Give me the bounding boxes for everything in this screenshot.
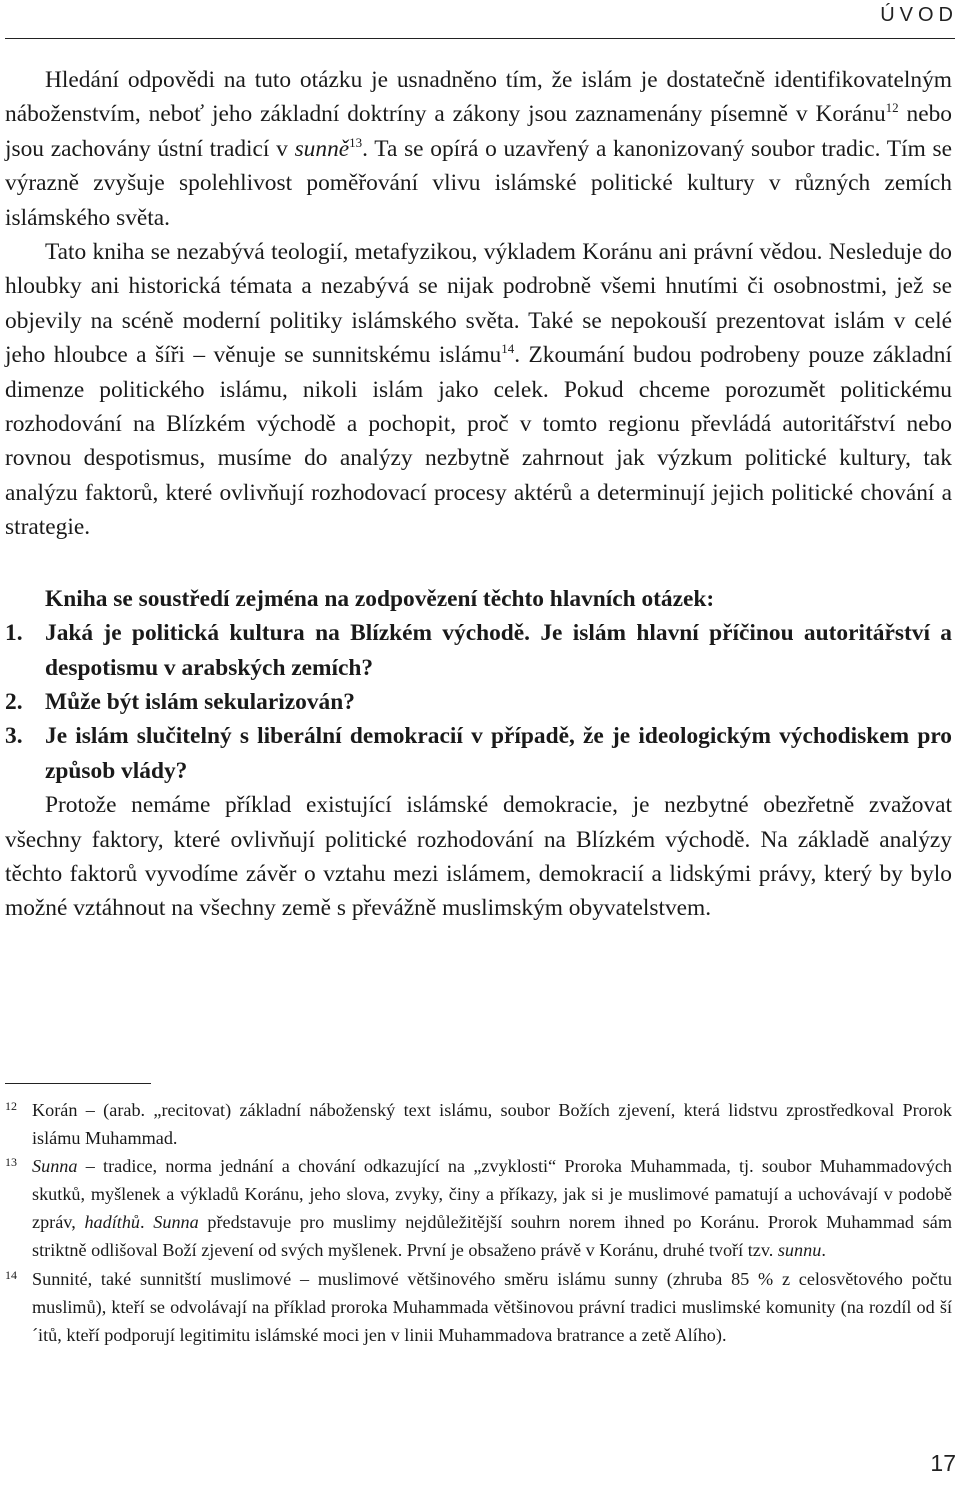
fn12-text: Korán – (arab. „recitovat) základní náboženský text islámu, soubor Božích zjevení, která lidstvu zprostředkoval Prorok islámu Muhammad. [32,1100,952,1149]
main-text [5,63,952,926]
footnotes [5,1096,952,1349]
footnote-text [32,1152,952,1264]
page-number: 17 [930,1450,956,1476]
p1-text-c: . Ta se opírá o uzavřený a kanonizovaný soubor tradic. Tím se výrazně zvyšuje spolehlivost poměřování vlivu islámské politické kultury v různých zemích islámského světa. [5,135,952,231]
section-title: ÚVOD [880,4,958,26]
header-rule [5,38,955,39]
question-number: 1. [5,620,23,647]
footnote-13 [5,1152,952,1264]
p1-term-sunne: sunně [294,135,350,162]
question-number: 3. [5,723,23,750]
question-item [5,685,952,719]
footnote-ref-13[interactable]: 13 [349,135,363,151]
footnote-14 [5,1265,952,1349]
fn13-text-b: . [140,1212,154,1233]
fn13-term-hadithu: hadíthů [84,1212,141,1233]
question-number: 2. [5,688,23,715]
question-text: Jaká je politická kultura na Blízkém východě. Je islám hlavní příčinou autoritářství a despotismu v arabských zemích? [45,620,952,681]
p2-text-b: . Zkoumání budou podrobeny pouze základní dimenze politického islámu, nikoli islám jako celek. Pokud chceme porozumět politickému rozhodování na Blízkém východě a pochopit, proč v tomto regionu převládá autoritářství nebo rovnou despotismus, musíme do analýzy nezbytně zahrnout jak výzkum politické kultury, tak analýzu faktorů, které ovlivňují rozhodovací procesy aktérů a determinují jejich politické chování a strategie. [5,342,952,541]
question-item [5,719,952,788]
fn13-text-d: . [821,1240,826,1261]
question-item [5,616,952,685]
questions-intro: Kniha se soustředí zejména na zodpovězení těchto hlavních otázek: [45,585,715,612]
fn13-term-sunnu: sunnu [777,1240,822,1261]
footnote-text [32,1265,952,1349]
p2-text-a: Tato kniha se nezabývá teologií, metafyzikou, výkladem Koránu ani právní vědou. Nesleduje do hloubky ani historická témata a nezabývá se nijak podrobně všemi hnutími či osobnostmi, jež se objevily na scéně moderní politiky islámského světa. Také se nepokouší prezentovat islám v celé jeho hloubce a šíři – věnuje se sunnitskému islámu [5,239,952,369]
closing-paragraph: Protože nemáme příklad existující islámské demokracie, je nezbytné obezřetně zvažovat všechny faktory, které ovlivňují politické rozhodování na Blízkém východě. Na základě analýzy těchto faktorů vyvodíme závěr o vztahu mezi islámem, demokracií a lidskými právy, který by bylo možné vztáhnout na všechny země s převážně muslimským obyvatelstvem. [5,792,952,922]
question-text: Může být islám sekularizován? [45,688,355,715]
footnote-rule [5,1083,151,1084]
fn14-text: Sunnité, také sunnitští muslimové – muslimové většinového směru islámu sunny (zhruba 85 % z celosvětového počtu muslimů), kteří se odvolávají na příklad proroka Muhammada většinovou právní tradici muslimské komunity (na rozdíl od ší´itů, kteří podporují legitimitu islámské moci jen v linii Muhammadova bratrance a zetě Alího). [32,1268,952,1345]
footnote-ref-12[interactable]: 12 [885,100,899,116]
footnote-number: 12 [5,1099,17,1113]
question-text: Je islám slučitelný s liberální demokracií v případě, že je ideologickým východiskem pro způsob vlády? [45,723,952,784]
paragraph-1 [5,63,952,235]
fn13-text-a: – tradice, norma jednání a chování odkazující na „zvyklosti“ Proroka Muhammada, tj. soubor Muhammadových skutků, myšlenek a výkladů Koránu, jeho slova, zvyky, činy a příkazy, jak si je muslimové pamatují a uchovávají v podobě zpráv, [32,1156,952,1233]
p1-text-b: nebo jsou zachovány ústní tradicí v [5,101,952,162]
footnote-number: 13 [5,1155,17,1170]
paragraph-2 [5,235,952,545]
footnote-text [32,1096,952,1152]
footnote-12 [5,1096,952,1152]
p1-text-a: Hledání odpovědi na tuto otázku je usnadněno tím, že islám je dostatečně identifikovatelným náboženstvím, neboť jeho základní doktríny a zákony jsou zaznamenány písemně v Koránu [5,67,952,128]
questions-block [5,582,952,788]
fn13-term-sunna-2: Sunna [153,1212,199,1233]
fn13-term-sunna: Sunna [32,1156,78,1177]
footnote-ref-14[interactable]: 14 [501,341,515,357]
footnote-number: 14 [5,1267,17,1282]
fn13-text-c: představuje pro muslimy nejdůležitější souhrn norem ihned po Koránu. Prorok Muhammad sám striktně odlišoval Boží zjevení od svých myšlenek. První je obsaženo právě v Koránu, druhé tvoří tzv. [32,1212,952,1261]
